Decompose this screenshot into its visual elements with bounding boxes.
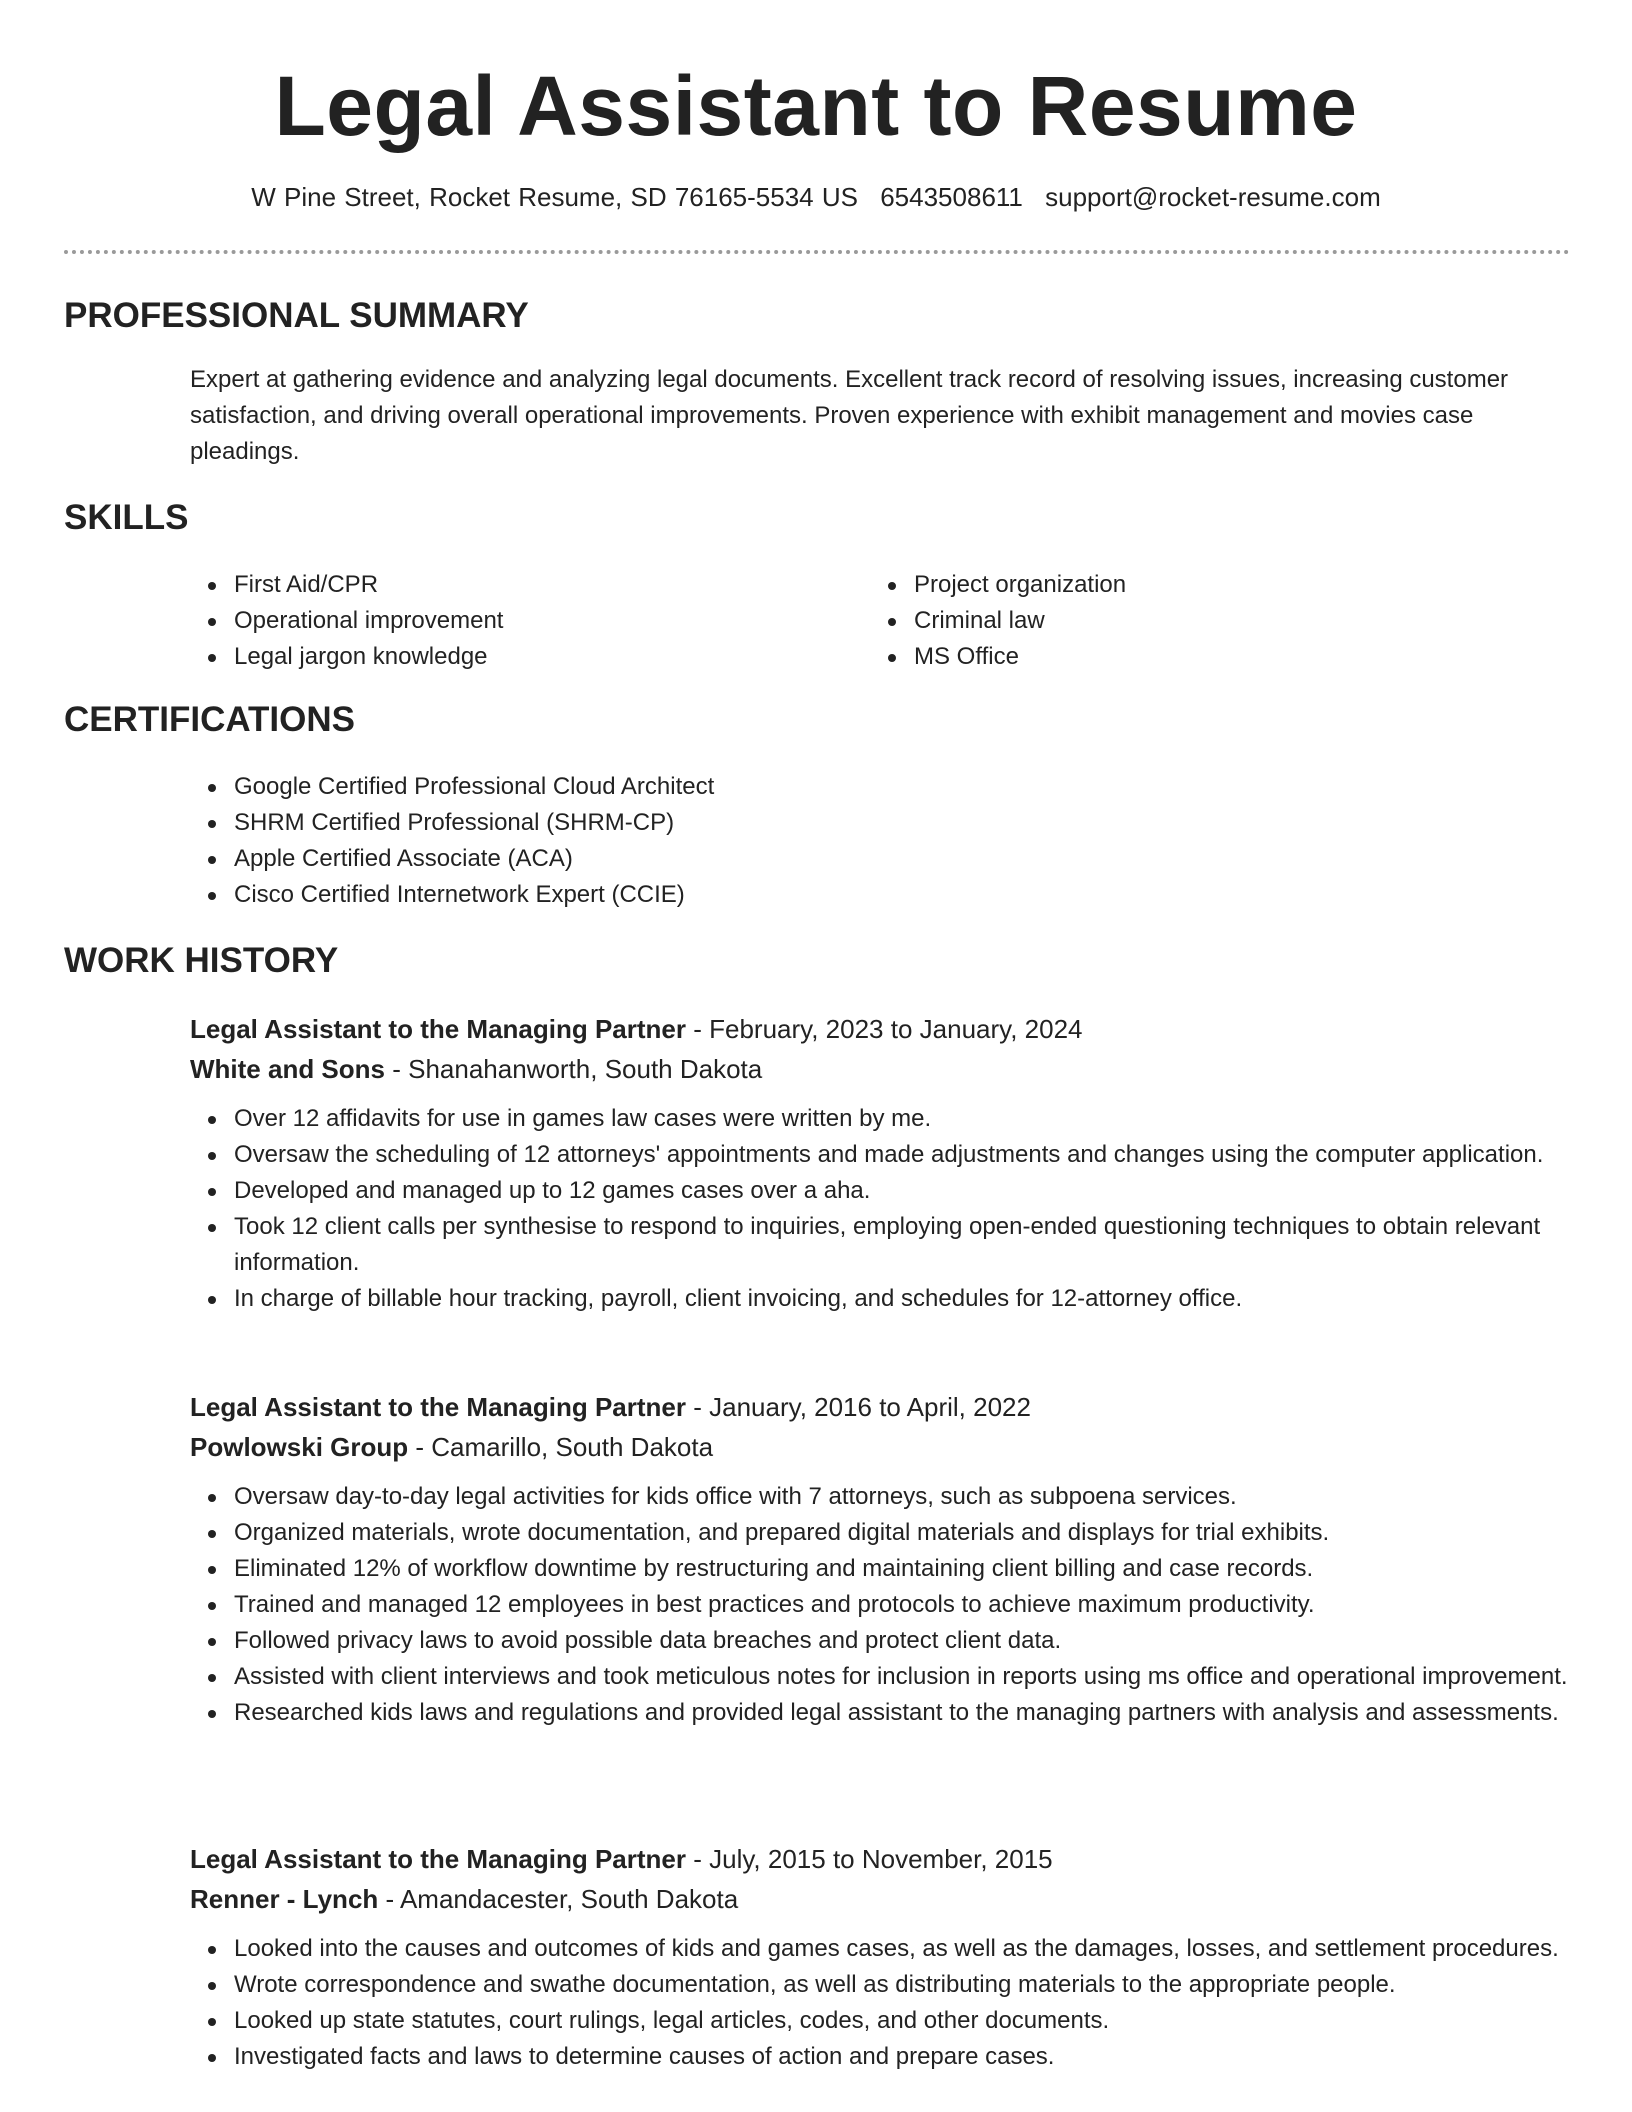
summary-text: Expert at gathering evidence and analyzing legal documents. Excellent track record of resolving issues, increasing customer satisfaction, and driving overall operational improvements. Proven experience with exhibit management and movies case pleadings. [190,366,1509,465]
job-company: Powlowski Group [190,1432,409,1462]
job-bullet: In charge of billable hour tracking, payroll, client invoicing, and schedules for 12-attorney office. [190,1281,1570,1317]
job-bullet: Looked into the causes and outcomes of kids and games cases, as well as the damages, losses, and settlement procedures. [190,1931,1570,1967]
job-location: - Shanahanworth, South Dakota [385,1054,763,1084]
job-entry [190,1387,1570,1731]
job-bullet: Oversaw the scheduling of 12 attorneys' appointments and made adjustments and changes using the computer application. [190,1137,1570,1173]
job-company-line [190,1427,1570,1467]
summary-heading: PROFESSIONAL SUMMARY [64,296,529,335]
job-bullet: Investigated facts and laws to determine causes of action and prepare cases. [190,2039,1570,2075]
job-bullet: Assisted with client interviews and took meticulous notes for inclusion in reports using ms office and operational improvement. [190,1659,1570,1695]
job-bullet-list [190,1931,1570,2075]
job-bullet: Eliminated 12% of workflow downtime by restructuring and maintaining client billing and case records. [190,1551,1570,1587]
job-bullet: Wrote correspondence and swathe documentation, as well as distributing materials to the appropriate people. [190,1967,1570,2003]
certification-item: Apple Certified Associate (ACA) [190,841,1570,877]
job-company: White and Sons [190,1054,385,1084]
skill-item: Criminal law [870,603,1550,639]
job-bullet: Researched kids laws and regulations and provided legal assistant to the managing partners with analysis and assessments. [190,1695,1570,1731]
job-dates: - January, 2016 to April, 2022 [686,1392,1031,1422]
job-title-line [190,1387,1570,1427]
job-bullet: Over 12 affidavits for use in games law cases were written by me. [190,1101,1570,1137]
contact-phone: 6543508611 [880,182,1023,212]
skill-item: Legal jargon knowledge [190,639,870,675]
job-bullet: Organized materials, wrote documentation, and prepared digital materials and displays for trial exhibits. [190,1515,1570,1551]
skill-item: MS Office [870,639,1550,675]
job-bullet: Took 12 client calls per synthesise to respond to inquiries, employing open-ended questioning techniques to obtain relevant information. [190,1209,1570,1281]
job-bullet: Looked up state statutes, court rulings, legal articles, codes, and other documents. [190,2003,1570,2039]
job-entry [190,1839,1570,2075]
job-company-line [190,1879,1570,1919]
skill-item: Operational improvement [190,603,870,639]
job-bullet-list [190,1101,1570,1317]
job-bullet: Oversaw day-to-day legal activities for kids office with 7 attorneys, such as subpoena services. [190,1479,1570,1515]
skills-heading: SKILLS [64,498,189,537]
certifications-heading: CERTIFICATIONS [64,700,356,739]
job-title-line [190,1839,1570,1879]
certification-item: Cisco Certified Internetwork Expert (CCIE) [190,877,1570,913]
job-dates: - February, 2023 to January, 2024 [686,1014,1083,1044]
certification-item: Google Certified Professional Cloud Architect [190,769,1570,805]
job-bullet: Developed and managed up to 12 games cases over a aha. [190,1173,1570,1209]
job-entry [190,1009,1570,1317]
job-position: Legal Assistant to the Managing Partner [190,1014,687,1044]
certifications-list [190,769,1570,913]
job-bullet: Trained and managed 12 employees in best practices and protocols to achieve maximum productivity. [190,1587,1570,1623]
job-title-line [190,1009,1570,1049]
contact-line [0,182,1632,213]
contact-address: W Pine Street, Rocket Resume, SD 76165-5534 US [251,182,858,212]
job-company: Renner - Lynch [190,1884,379,1914]
job-bullet-list [190,1479,1570,1731]
job-location: - Camarillo, South Dakota [408,1432,714,1462]
job-location: - Amandacester, South Dakota [378,1884,739,1914]
certification-item: SHRM Certified Professional (SHRM-CP) [190,805,1570,841]
contact-email: support@rocket-resume.com [1045,182,1381,212]
resume-title: Legal Assistant to Resume [274,59,1358,153]
job-position: Legal Assistant to the Managing Partner [190,1392,687,1422]
job-position: Legal Assistant to the Managing Partner [190,1844,687,1874]
job-dates: - July, 2015 to November, 2015 [686,1844,1053,1874]
skill-item: First Aid/CPR [190,567,870,603]
header-divider [64,250,1570,254]
job-company-line [190,1049,1570,1089]
skill-item: Project organization [870,567,1550,603]
skills-list [190,567,1570,675]
job-bullet: Followed privacy laws to avoid possible data breaches and protect client data. [190,1623,1570,1659]
work-history-heading: WORK HISTORY [64,941,339,980]
